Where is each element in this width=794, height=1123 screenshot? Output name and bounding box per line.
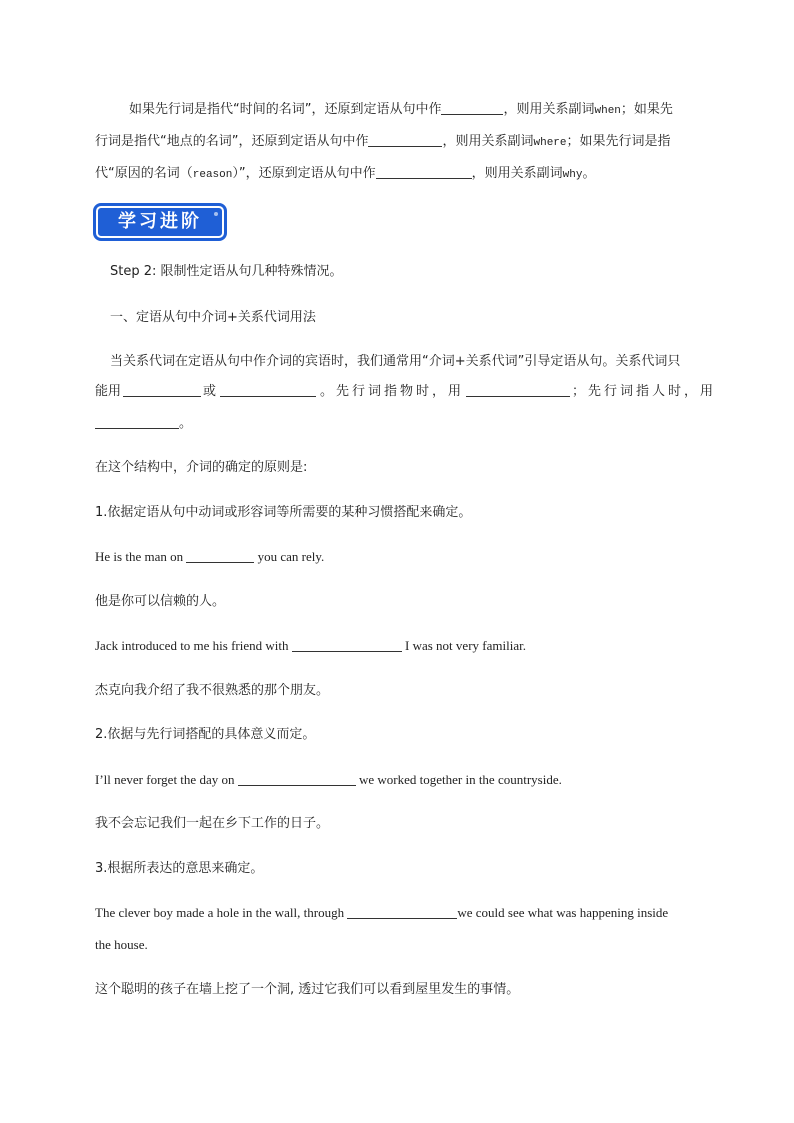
- example-4-translation: 这个聪明的孩子在墙上挖了一个洞, 透过它我们可以看到屋里发生的事情。: [95, 982, 520, 997]
- para-line-3: [95, 415, 192, 433]
- intro-line-1: [129, 101, 673, 120]
- answer-blank[interactable]: [376, 166, 472, 179]
- example-text: you can rely.: [257, 549, 325, 564]
- banner-dot-icon: [214, 212, 218, 216]
- intro-line-2: [95, 133, 671, 152]
- intro-text: 代“原因的名词（: [95, 166, 193, 181]
- example-text: I was not very familiar.: [405, 638, 526, 653]
- intro-text: 如果先行词是指代“时间的名词”，还原到定语从句中作: [129, 102, 442, 117]
- answer-blank[interactable]: [186, 550, 254, 563]
- keyword-reason: reason: [192, 169, 233, 181]
- intro-text: ；如果先: [620, 102, 673, 117]
- keyword-when: when: [594, 105, 621, 117]
- answer-blank[interactable]: [238, 773, 356, 786]
- example-4-continued: the house.: [95, 937, 148, 952]
- example-text: He is the man on: [95, 549, 184, 564]
- intro-text: ，则用关系副词: [442, 134, 534, 149]
- example-text: we worked together in the countryside.: [358, 772, 562, 787]
- para-line-1: [110, 353, 680, 371]
- intro-text: 。: [582, 166, 596, 181]
- para-text: 当关系代词在定语从句中作介词的宾语时，我们通常用“介词+关系代词”引导定语从句。关系代词只: [110, 354, 681, 369]
- example-3-translation: 我不会忘记我们一起在乡下工作的日子。: [95, 816, 330, 831]
- rule-3: 3.根据所表达的意思来确定。: [95, 861, 264, 876]
- para-text: 或: [203, 384, 217, 399]
- answer-blank[interactable]: [441, 102, 503, 115]
- step-heading: Step 2: 限制性定语从句几种特殊情况。: [110, 264, 343, 279]
- answer-blank[interactable]: [466, 384, 570, 397]
- section-heading: 一、定语从句中介词+关系代词用法: [110, 310, 316, 325]
- para-line-2: [95, 383, 716, 401]
- example-text: we could see what was happening inside: [457, 905, 669, 920]
- example-text: The clever boy made a hole in the wall, through: [95, 905, 345, 920]
- banner-label: 学习进阶: [118, 211, 202, 232]
- keyword-where: where: [533, 137, 567, 149]
- intro-text: ，则用关系副词: [471, 166, 563, 181]
- answer-blank[interactable]: [368, 134, 442, 147]
- intro-text: ）”，还原到定语从句中作: [232, 166, 376, 181]
- keyword-why: why: [562, 169, 583, 181]
- answer-blank[interactable]: [347, 906, 457, 919]
- para-text: 。: [179, 416, 193, 431]
- example-1-translation: 他是你可以信赖的人。: [95, 594, 226, 609]
- example-4: [95, 904, 668, 922]
- rule-2: 2.依据与先行词搭配的具体意义而定。: [95, 727, 316, 742]
- example-2-translation: 杰克向我介绍了我不很熟悉的那个朋友。: [95, 683, 330, 698]
- para-text: 。先行词指物时，用: [320, 384, 465, 399]
- intro-line-3: [95, 165, 595, 184]
- intro-text: ；如果先行词是指: [566, 134, 671, 149]
- section-banner: [96, 206, 224, 238]
- example-text: Jack introduced to me his friend with: [95, 638, 289, 653]
- example-2: [95, 637, 526, 655]
- intro-text: ，则用关系副词: [503, 102, 595, 117]
- example-text: I’ll never forget the day on: [95, 772, 235, 787]
- answer-blank[interactable]: [220, 384, 316, 397]
- answer-blank[interactable]: [292, 639, 402, 652]
- rule-1: 1.依据定语从句中动词或形容词等所需要的某种习惯搭配来确定。: [95, 505, 472, 520]
- answer-blank[interactable]: [95, 416, 179, 429]
- para-text: ；先行词指人时，用: [572, 384, 717, 399]
- answer-blank[interactable]: [123, 384, 201, 397]
- intro-text: 行词是指代“地点的名词”，还原到定语从句中作: [95, 134, 369, 149]
- principle-text: 在这个结构中，介词的确定的原则是:: [95, 460, 308, 475]
- example-3: [95, 771, 562, 789]
- example-1: [95, 548, 324, 566]
- para-text: 能用: [95, 384, 122, 399]
